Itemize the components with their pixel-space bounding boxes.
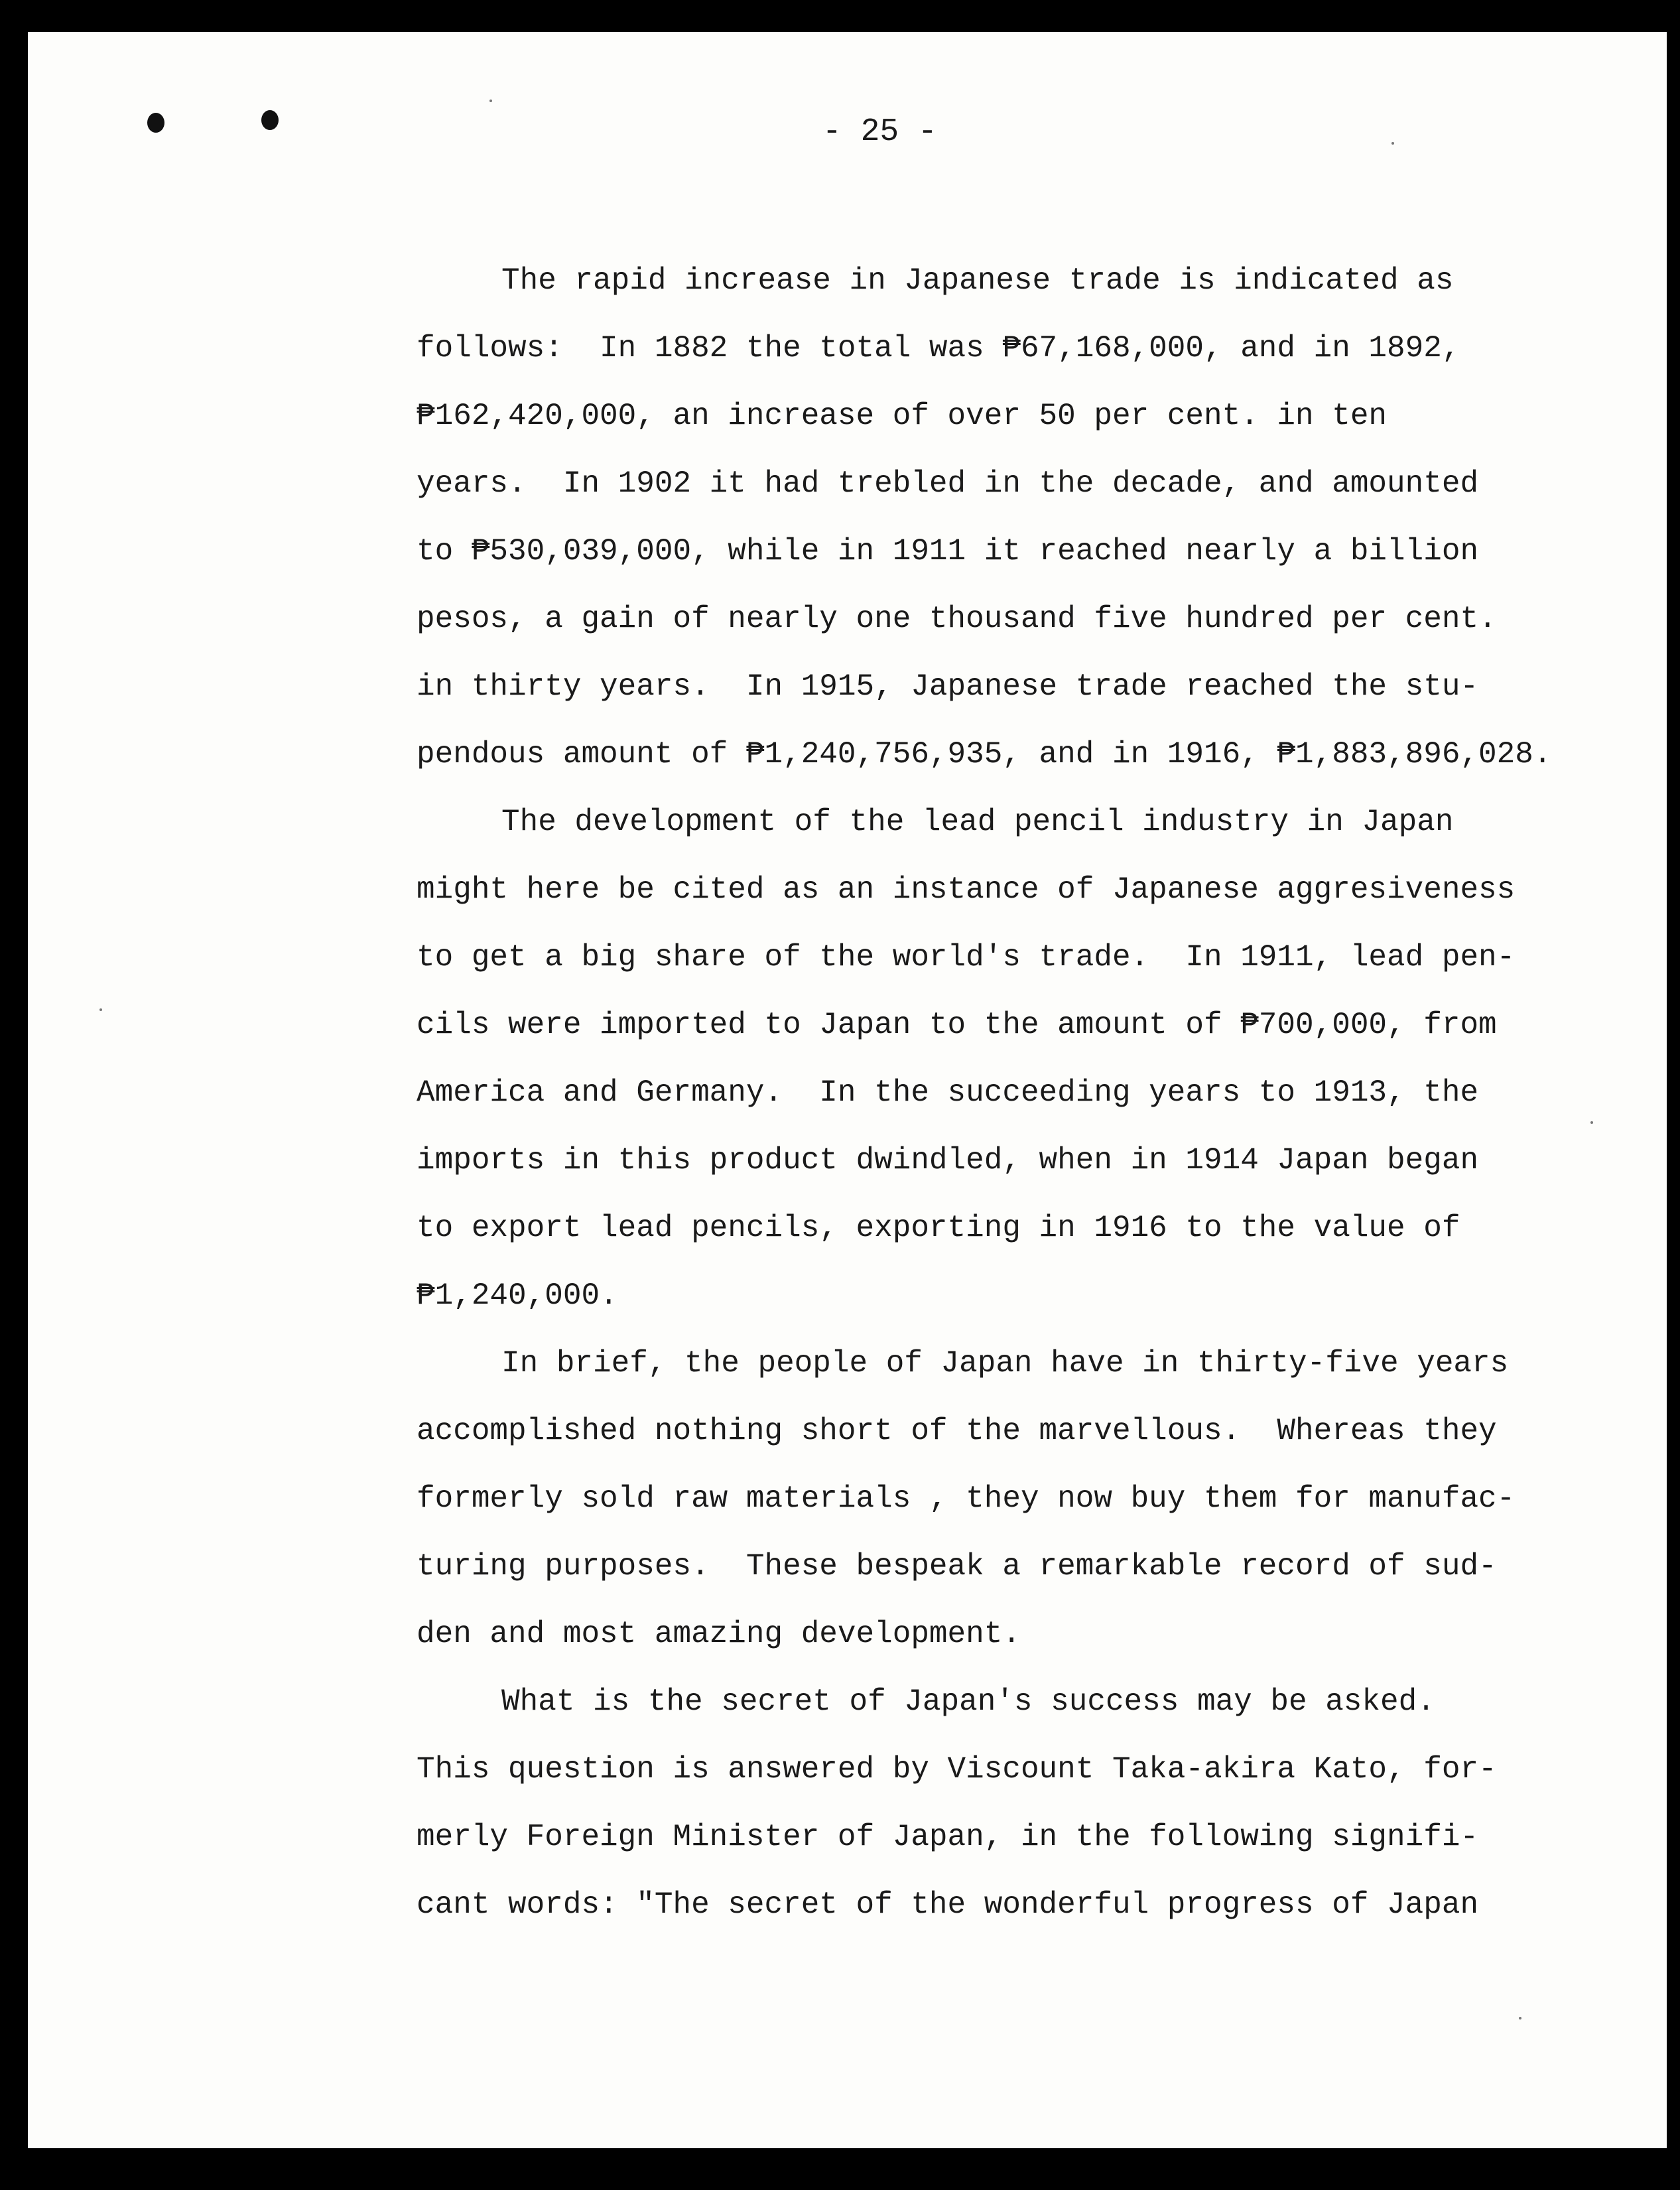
text-line: turing purposes. These bespeak a remarkable record of sud- [417, 1549, 1497, 1584]
text-line: imports in this product dwindled, when in 1914 Japan began [417, 1143, 1479, 1178]
speck [489, 100, 492, 102]
speck [1519, 2017, 1521, 2019]
text-line: In brief, the people of Japan have in thirty-five years [501, 1346, 1509, 1381]
text-line: years. In 1902 it had trebled in the decade, and amounted [417, 466, 1479, 501]
text-line: What is the secret of Japan's success may be asked. [501, 1684, 1435, 1719]
text-line: cils were imported to Japan to the amount of ₱700,000, from [417, 1008, 1497, 1042]
speck [99, 1008, 102, 1011]
text-line: The rapid increase in Japanese trade is indicated as [501, 263, 1454, 298]
ink-mark-right [261, 110, 279, 130]
text-line: ₱1,240,000. [417, 1278, 618, 1313]
text-line: merly Foreign Minister of Japan, in the following signifi- [417, 1820, 1479, 1854]
text-line: follows: In 1882 the total was ₱67,168,000, and in 1892, [417, 331, 1460, 366]
body-text [417, 247, 1551, 1939]
text-line: to ₱530,039,000, while in 1911 it reached nearly a billion [417, 534, 1479, 569]
text-line: in thirty years. In 1915, Japanese trade reached the stu- [417, 669, 1479, 704]
text-line: The development of the lead pencil industry in Japan [501, 805, 1454, 839]
page-number: - 25 - [822, 114, 937, 150]
text-line: to export lead pencils, exporting in 1916 to the value of [417, 1211, 1460, 1245]
text-line: den and most amazing development. [417, 1617, 1021, 1651]
speck [1590, 1121, 1593, 1124]
text-line: This question is answered by Viscount Taka-akira Kato, for- [417, 1752, 1497, 1787]
ink-mark-left [147, 113, 164, 133]
text-line: formerly sold raw materials , they now buy them for manufac- [417, 1481, 1516, 1516]
text-line: accomplished nothing short of the marvellous. Whereas they [417, 1414, 1497, 1448]
text-line: might here be cited as an instance of Japanese aggresiveness [417, 872, 1516, 907]
speck [1391, 142, 1394, 145]
text-line: ₱162,420,000, an increase of over 50 per cent. in ten [417, 399, 1388, 433]
text-line: America and Germany. In the succeeding years to 1913, the [417, 1075, 1479, 1110]
text-line: cant words: "The secret of the wonderful progress of Japan [417, 1887, 1479, 1922]
text-line: to get a big share of the world's trade. In 1911, lead pen- [417, 940, 1516, 975]
text-line: pendous amount of ₱1,240,756,935, and in 1916, ₱1,883,896,028. [417, 737, 1552, 772]
text-line: pesos, a gain of nearly one thousand five hundred per cent. [417, 602, 1497, 636]
